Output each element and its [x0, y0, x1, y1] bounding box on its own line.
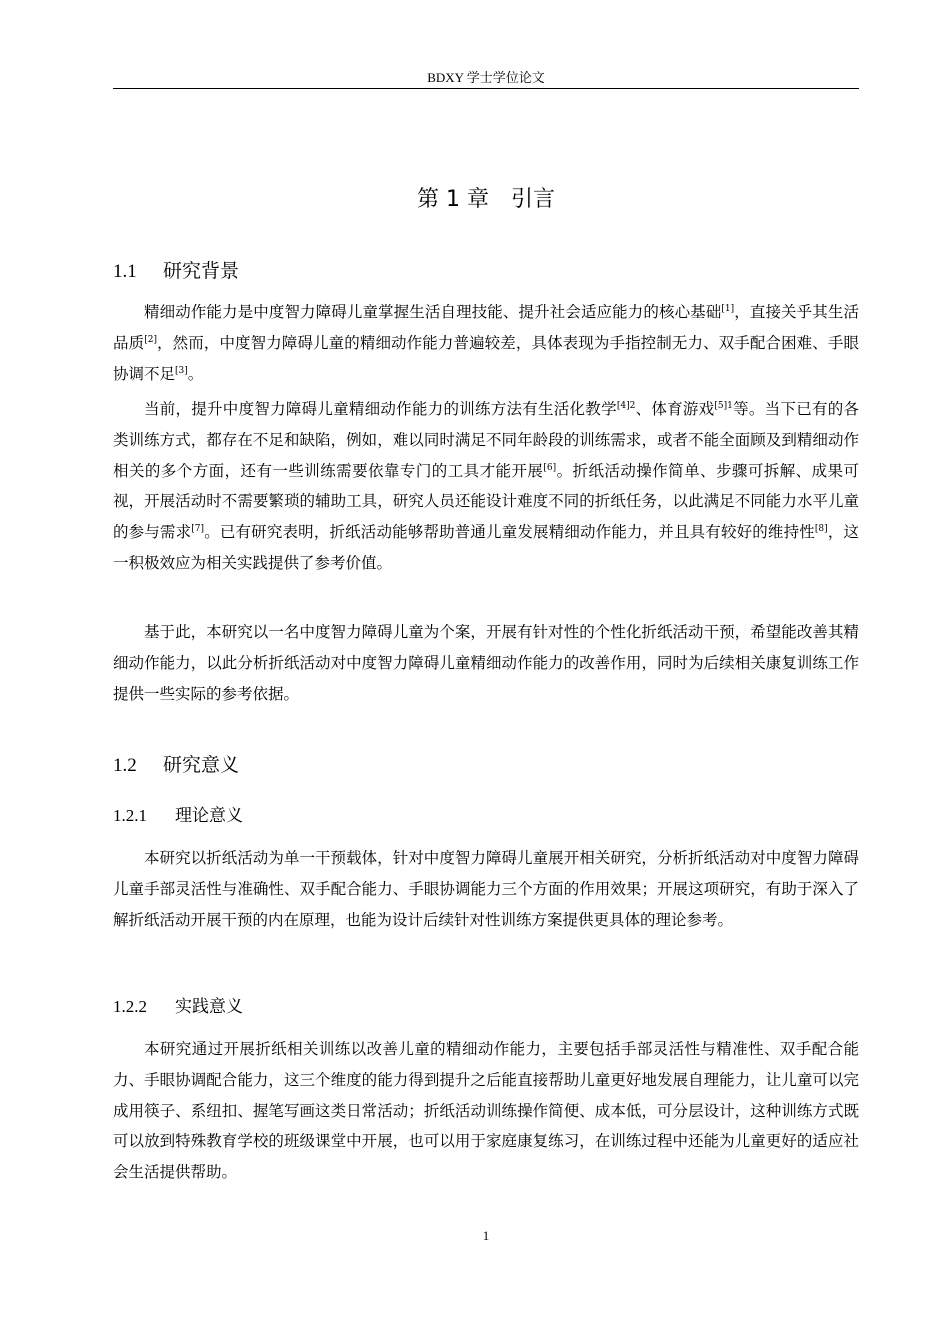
section-heading-1-1 [113, 257, 239, 286]
section-title: 研究背景 [163, 260, 240, 282]
page-number: 1 [482, 1228, 490, 1243]
paragraph-background-3: 基于此，本研究以一名中度智力障碍儿童为个案，开展有针对性的个性化折纸活动干预，希望能改善其精细动作能力，以此分析折纸活动对中度智力障碍儿童精细动作能力的改善作用，同时为后续相关康复训练工作提供一些实际的参考依据。 [113, 623, 859, 703]
citation: [7] [191, 524, 205, 535]
subsection-number: 1.2.2 [113, 997, 147, 1016]
page-header: BDXY 学士学位论文 [427, 70, 545, 85]
paragraph-theory: 本研究以折纸活动为单一干预载体，针对中度智力障碍儿童展开相关研究，分析折纸活动对中度智力障碍儿童手部灵活性与准确性、双手配合能力、手眼协调能力三个方面的作用效果；开展这项研究，有助于深入了解折纸活动开展干预的内在原理，也能为设计后续针对性训练方案提供更具体的理论参考。 [113, 849, 859, 929]
subsection-heading-1-2-1 [113, 803, 243, 829]
subsection-heading-1-2-2 [113, 994, 243, 1020]
citation: [4]2 [616, 401, 636, 411]
citation: [2] [144, 334, 157, 345]
section-title: 研究意义 [163, 754, 240, 776]
subsection-number: 1.2.1 [113, 806, 147, 825]
paragraph-background-2: 当前，提升中度智力障碍儿童精细动作能力的训练方法有生活化教学$^{[4]2}$、体育游戏$^{[5]1}$等。当下已有的各类训练方式，都存在不足和缺陷，例如，难以同时满足不同年龄段的训练需求，或者不能全面顾及到精细动作相关的多个方面，还有一些训练需要依靠专门的工具才能开展[6]。折纸活动操作简单、步骤可拆解、成果可视，开展活动时不需要繁琐的辅助工具，研究人员还能设计难度不同的折纸任务，以此满足不同能力水平儿童的参与需求[7]。已有研究表明，折纸活动能够帮助普通儿童发展精细动作能力，并且具有较好的维持性[8]，这一积极效应为相关实践提供了参考价值。 [113, 400, 859, 572]
chapter-number: 第 1 章 [417, 187, 489, 212]
chapter-title: 引言 [510, 187, 555, 212]
paragraph-practice: 本研究通过开展折纸相关训练以改善儿童的精细动作能力，主要包括手部灵活性与精准性、双手配合能力、手眼协调配合能力，这三个维度的能力得到提升之后能直接帮助儿童更好地发展自理能力，让儿童可以完成用筷子、系纽扣、握笔写画这类日常活动；折纸活动训练操作简便、成本低，可分层设计，这种训练方式既可以放到特殊教育学校的班级课堂中开展，也可以用于家庭康复练习，在训练过程中还能为儿童更好的适应社会生活提供帮助。 [113, 1040, 859, 1182]
citation: [8] [814, 524, 828, 535]
citation: [3] [175, 365, 188, 376]
section-heading-1-2 [113, 751, 239, 780]
citation: [5]1 [714, 401, 733, 411]
citation: [1] [721, 304, 735, 314]
subsection-title: 理论意义 [175, 806, 243, 826]
section-number: 1.2 [113, 755, 137, 776]
header-rule [113, 88, 859, 89]
citation: [6] [543, 462, 557, 473]
subsection-title: 实践意义 [175, 997, 243, 1017]
section-number: 1.1 [113, 261, 137, 282]
chapter-heading [113, 184, 859, 216]
paragraph-background-1: 精细动作能力是中度智力障碍儿童掌握生活自理技能、提升社会适应能力的核心基础[1]，直接关乎其生活品质[2]，然而，中度智力障碍儿童的精细动作能力普遍较差，具体表现为手指控制无力、双手配合困难、手眼协调不足[3]。 [113, 303, 859, 383]
